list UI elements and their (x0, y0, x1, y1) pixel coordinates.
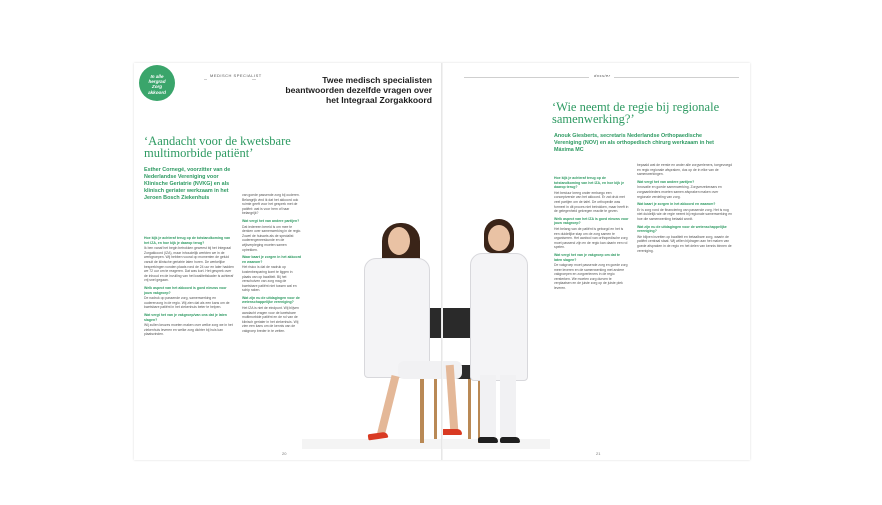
answer: Het bestuur kreeg onder embargo een conceptversie van het akkoord. Er zat druk met veel partijen om de tafel. De orthopedie was formeel in dit proces niet betrokken, maar heeft in de gelegenheid gekregen reactie te geven. (554, 190, 629, 214)
question: Wat zijn nu de uitdagingen voor de wetenschappelijke vereniging? (242, 295, 300, 305)
answer: bepaald wat de eerste en ander alle zorgverleners, toegevoegd en regio regionale afspraken, dus op de in elke van de samenwerkingen. (637, 163, 732, 177)
answer: De vakgroep moet passende zorg en goede zorg meer leveren en de samenwerking met andere vakgroepen en zorgverleners in de regio versterken. We moeten zorg durven te verplaatsen en de juiste zorg op de juiste plek leveren. (554, 263, 628, 291)
answer: Het IZA is niet de eindpunt. Wij blijven aandacht vragen voor de kwetsbare multimorbide patiënt en de rol van de klinisch geriater in het ziekenhuis. Wij zien een kans om de kennis van de vakgroep breder in te zetten. (242, 306, 299, 334)
doctors-photo (302, 103, 550, 449)
leg (377, 375, 400, 437)
zorgakkoord-badge (139, 65, 175, 101)
question: Hoe kijk je achteraf terug op de totstandkoming van het IZA, en hoe kijk je daarop terug? (144, 236, 231, 245)
dark-shoe (500, 437, 520, 443)
answer: Innovatie en goede samenwerking. Zorgverzekeraars en zorgaanbieders moeten samen afspraken maken over regionale verdeling van zorg. (637, 185, 722, 199)
divider (204, 79, 207, 80)
right-pull-quote: ‘Wie neemt de regie bij regionale samenwerking?’ (552, 100, 720, 126)
left-pull-quote: ‘Aandacht voor de kwetsbare multimorbide patiënt’ (144, 134, 291, 160)
answer: Wij zullen keuzes moeten maken over welke zorg we in het ziekenhuis leveren en welke zorg dichter bij huis kan plaatsvinden. (144, 323, 233, 337)
divider (464, 77, 589, 78)
answer: We blijven inzetten op kwaliteit en betaalbare zorg, waarin de patiënt centraal staat. Wij willen bijdragen aan het maken van goede afspraken in de regio en het delen van kennis binnen de vereniging. (637, 234, 732, 253)
question: Wat vergt het van je vakgroep/van ons dat je laten slagen? (144, 312, 227, 322)
page-gutter (441, 63, 443, 460)
face (388, 227, 410, 255)
question: Hoe kijk je achteraf terug op de totstandkoming van het IZA, en hoe kijk je daarop terug? (554, 176, 625, 190)
question: Wat zijn nu de uitdagingen voor de wetenschappelijke vereniging? (637, 224, 727, 234)
badge-line: hergrad (148, 79, 166, 85)
white-coat (470, 253, 528, 381)
face (488, 225, 510, 251)
article-headline: Twee medisch specialisten beantwoorden dezelfde vragen over het Integraal Zorgakkoord (285, 75, 432, 105)
badge-line: In alle (150, 74, 164, 79)
divider (252, 79, 256, 80)
dark-shoe (478, 437, 498, 443)
pants (480, 375, 496, 437)
badge-line: Zorg (151, 84, 163, 90)
left-column-2 (242, 193, 302, 448)
right-column-2 (637, 163, 732, 448)
left-column-1 (144, 233, 234, 448)
question: Wat vergt het van andere partijen? (637, 179, 695, 184)
badge-line: akkoord (148, 89, 166, 95)
question: Welk aspect van het IZA is goed nieuws voor jouw vakgroep? (554, 216, 629, 226)
pants (500, 375, 516, 437)
answer: van goede passende zorg bij ouderen. Belangrijk vind ik dat het akkoord ook ruimte geeft voor het gesprek met de patiënt: wat is voor hem of haar belangrijk? (242, 193, 300, 216)
chair-leg (434, 379, 437, 439)
divider (614, 77, 739, 78)
answer: Dat iedereen bereid is om mee te denken over samenwerking in de regio. Zowel de huisarts als de specialist ouderengeneeskunde en de wijkverpleging moeten samen optrekken. (242, 224, 302, 252)
answer: Er is zorg rond de financiering van passende zorg. Het is nog niet duidelijk wie de regie neemt bij regionale samenwerking en hoe die samenwerking betaald wordt. (637, 207, 732, 221)
question: Welk aspect van het akkoord is goed nieuws voor jouw vakgroep? (144, 285, 227, 295)
answer: Het belang van de patiënt is geborgd en het is een duidelijke stap om de zorg samen te organiseren. Het aanbod van orthopedische zorg moet passend zijn en de regio kan daarin een rol spelen. (554, 226, 628, 250)
answer: De nadruk op passende zorg, samenwerking en ouderenzorg in de regio. Wij zien dat als een kans om de kwetsbare patiënt in het ziekenhuis beter te helpen. (144, 296, 230, 310)
right-section-tag: dossier (594, 73, 611, 78)
right-intro: Anouk Giesberts, secretaris Nederlandse Orthopaedische Vereniging (NOV) en als orthopedisch chirurg werkzaam in het Máxima MC (554, 133, 714, 153)
question: Wat baart je zorgen in het akkoord en waarom? (637, 202, 716, 207)
right-column-1 (554, 173, 629, 448)
white-coat (364, 258, 430, 378)
page-number-left: 20 (282, 451, 287, 456)
answer: Het risico is dat de nadruk op kostenbesparing komt te liggen in plaats van op kwaliteit. Bij het verschuiven van zorg mag de kwetsbare patiënt niet tussen wal en schip raken. (242, 265, 297, 293)
left-section-tag: MEDISCH SPECIALIST (210, 73, 262, 78)
answer: Ik ben vanaf het begin betrokken geweest bij het Integraal Zorgakkoord (IZA), maar inhoudelijk werkten we in de werkgroepen. Wij hebben vooral op momenten de geluid vanuit de klinische geriatrie laten horen. De werkelijke besprekingen vonden plaats rond de 24 uur en later hadden we 72 uur om te reageren. Dat was kort. Het gesprek over de inhoud en de invulling van het kwaliteitskader is achteraf vrij snel gegaan. (144, 246, 234, 283)
left-intro: Esther Cornegé, voorzitter van de Nederlandse Vereniging voor Klinische Geriatrie (NVKG) en als klinisch geriater werkzaam in het Jeroen Bosch Ziekenhuis (144, 167, 231, 201)
question: Wat vergt het van andere partijen? (242, 218, 300, 223)
question: Wat vergt het van je vakgroep om dat te laten slagen? (554, 252, 620, 262)
page-number-right: 21 (596, 451, 601, 456)
chair-leg (468, 379, 471, 439)
magazine-spread (134, 63, 750, 460)
red-shoe (442, 429, 462, 435)
question: Waar baart je zorgen in het akkoord en waarom? (242, 255, 302, 264)
